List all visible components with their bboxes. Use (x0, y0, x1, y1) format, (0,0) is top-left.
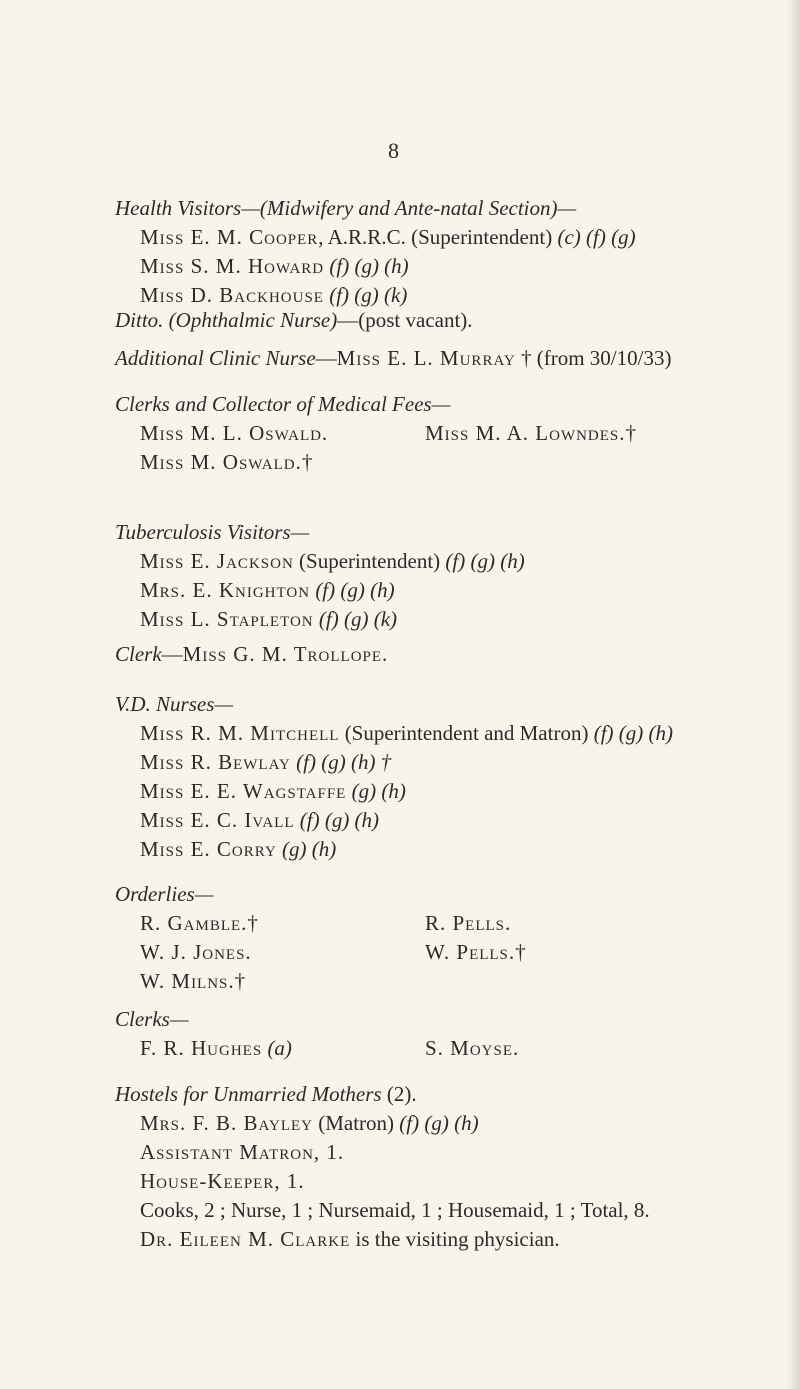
staff-codes: (f) (g) (k) (329, 283, 408, 307)
ditto-role: (Ophthalmic Nurse) (163, 308, 338, 332)
orderlies-heading: Orderlies— (115, 882, 214, 906)
staff-codes: (f) (g) (h) (445, 549, 525, 573)
staff-codes: (f) (g) (h) (315, 578, 395, 602)
staff-name: Miss D. Backhouse (140, 283, 324, 307)
acn-name: Miss E. L. Murray (336, 346, 516, 370)
staff-line (115, 777, 785, 806)
acn-label: Additional Clinic Nurse (115, 346, 316, 370)
staff-row (115, 938, 785, 967)
staff-line (115, 605, 785, 634)
staff-name: Mrs. E. Knighton (140, 578, 311, 602)
staff-name-right: R. Pells. (425, 911, 512, 935)
acn-dash: — (315, 346, 337, 370)
staff-name: F. R. Hughes (140, 1036, 263, 1060)
staff-codes: (a) (262, 1036, 292, 1060)
clerk-line (115, 640, 785, 669)
staff-codes: (f) (g) (h) † (296, 750, 392, 774)
ditto-rest: —(post vacant). (337, 308, 473, 332)
staff-codes: (f) (g) (h) (593, 721, 674, 745)
staff-codes: (f) (g) (h) (299, 808, 380, 832)
vd-nurses-heading: V.D. Nurses— (115, 692, 234, 716)
staff-line (115, 547, 785, 576)
staff-name: Miss R. Bewlay (140, 750, 291, 774)
staff-name: Miss R. M. Mitchell (140, 721, 340, 745)
staff-name-right: Miss M. A. Lowndes.† (425, 421, 638, 445)
clerks-heading: Clerks— (115, 1007, 189, 1031)
tuberculosis-heading: Tuberculosis Visitors— (115, 520, 310, 544)
hostels-heading-count: (2). (381, 1082, 417, 1106)
physician-detail: is the visiting physician. (350, 1227, 560, 1251)
staff-row (115, 967, 785, 996)
staff-name: Miss E. Corry (140, 837, 277, 861)
staff-name: Miss E. E. Wagstaffe (140, 779, 347, 803)
hostels-section (115, 1080, 785, 1254)
heading-subtext: —(Midwifery and Ante-natal Section)— (241, 196, 577, 220)
staff-name: W. Milns.† (140, 969, 247, 993)
staff-line (115, 748, 785, 777)
staff-line (115, 719, 785, 748)
staff-row (115, 448, 785, 477)
staff-codes: (g) (h) (282, 837, 337, 861)
staff-totals-line: Cooks, 2 ; Nurse, 1 ; Nursemaid, 1 ; Housemaid, 1 ; Total, 8. (140, 1198, 650, 1222)
clerk-section (115, 640, 785, 669)
staff-name: Miss E. Jackson (140, 549, 294, 573)
staff-name: Miss E. C. Ivall (140, 808, 295, 832)
staff-codes: (g) (h) (351, 779, 406, 803)
staff-name: R. Gamble.† (140, 911, 259, 935)
staff-detail: (Superintendent and Matron) (339, 721, 594, 745)
staff-detail: , A.R.R.C. (Superintendent) (318, 225, 558, 249)
staff-row (115, 909, 785, 938)
staff-line (115, 576, 785, 605)
clerks-collector-section (115, 390, 785, 477)
staff-name: W. J. Jones. (140, 940, 252, 964)
clerks-section (115, 1005, 785, 1063)
physician-line (115, 1225, 785, 1254)
heading-text: Health Visitors (115, 196, 242, 220)
staff-codes: (c) (f) (g) (557, 225, 636, 249)
staff-line (115, 806, 785, 835)
clerk-label: Clerk (115, 642, 162, 666)
staff-name: Miss M. Oswald.† (140, 450, 314, 474)
staff-line (115, 223, 785, 252)
staff-name: Mrs. F. B. Bayley (140, 1111, 313, 1135)
staff-codes: (f) (g) (k) (318, 607, 398, 631)
additional-clinic-nurse-line (115, 344, 785, 373)
vd-nurses-section (115, 690, 785, 864)
staff-codes: (f) (g) (h) (329, 254, 409, 278)
hostels-heading (115, 1080, 785, 1109)
hostels-heading-text: Hostels for Unmarried Mothers (115, 1082, 382, 1106)
clerk-dash: — (161, 642, 183, 666)
additional-clinic-nurse-section (115, 344, 785, 373)
health-visitors-heading (115, 194, 785, 223)
clerks-collector-heading: Clerks and Collector of Medical Fees— (115, 392, 451, 416)
staff-name-right: S. Moyse. (425, 1036, 520, 1060)
staff-name: Miss L. Stapleton (140, 607, 314, 631)
page-number: 8 (388, 138, 399, 163)
acn-rest: † (from 30/10/33) (515, 346, 672, 370)
page-edge-shadow (786, 0, 800, 1389)
staff-line (115, 252, 785, 281)
staff-name: Miss S. M. Howard (140, 254, 325, 278)
clerk-name: Miss G. M. Trollope. (182, 642, 389, 666)
staff-name: Miss M. L. Oswald. (140, 421, 329, 445)
staff-row (115, 1034, 785, 1063)
staff-name-right: W. Pells.† (425, 940, 527, 964)
assistant-matron-line: Assistant Matron, 1. (140, 1140, 345, 1164)
staff-row (115, 419, 785, 448)
house-keeper-line: House-Keeper, 1. (140, 1169, 305, 1193)
physician-name: Dr. Eileen M. Clarke (140, 1227, 351, 1251)
staff-codes: (f) (g) (h) (399, 1111, 479, 1135)
staff-detail: (Superintendent) (293, 549, 446, 573)
orderlies-section (115, 880, 785, 996)
ditto-section (115, 306, 785, 335)
tuberculosis-visitors-section (115, 518, 785, 634)
staff-detail: (Matron) (312, 1111, 400, 1135)
staff-line (115, 1109, 785, 1138)
health-visitors-section (115, 194, 785, 310)
staff-line (115, 835, 785, 864)
ditto-line (115, 306, 785, 335)
ditto-label: Ditto. (115, 308, 164, 332)
staff-name: Miss E. M. Cooper (140, 225, 319, 249)
